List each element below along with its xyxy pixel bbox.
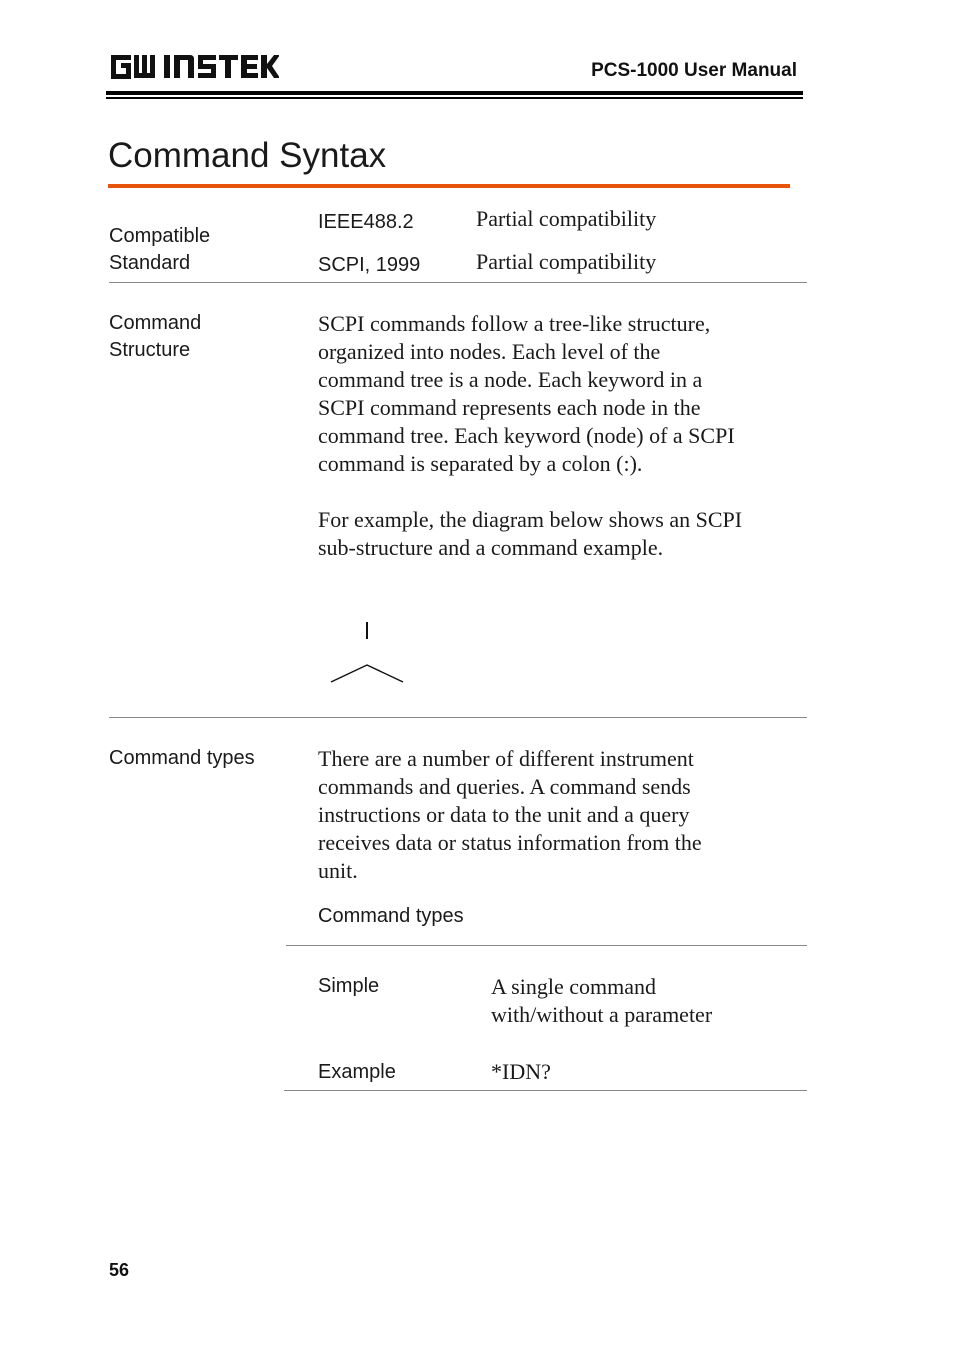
manual-title: PCS-1000 User Manual [591, 60, 797, 81]
text-line: unit. [318, 858, 358, 883]
compatible-standard-label [109, 223, 210, 277]
command-types-label: Command types [109, 747, 255, 769]
text-line: command tree. Each keyword (node) of a SCPI [318, 423, 735, 448]
standard-compatibility: Partial compatibility [476, 206, 657, 231]
text-line: instructions or data to the unit and a query [318, 802, 690, 827]
tree-branch-lines [331, 665, 403, 682]
example-label: Example [318, 1061, 396, 1083]
command-structure-example-paragraph [318, 506, 808, 562]
header-rule-thin [106, 97, 803, 99]
command-structure-label [109, 310, 201, 364]
text-line: For example, the diagram below shows an SCPI [318, 507, 743, 532]
standard-compatibility: Partial compatibility [476, 249, 657, 274]
label-line: Structure [109, 339, 191, 361]
gw-instek-logo [109, 52, 279, 82]
page-number: 56 [109, 1260, 130, 1280]
text-line: commands and queries. A command sends [318, 774, 691, 799]
label-line: Standard [109, 252, 191, 274]
text-line: with/without a parameter [491, 1002, 713, 1027]
text-line: SCPI commands follow a tree-like structure, [318, 311, 711, 336]
label-line: Command [109, 312, 202, 334]
text-line: There are a number of different instrument [318, 746, 694, 771]
text-line: command is separated by a colon (:). [318, 451, 643, 476]
divider [286, 945, 807, 946]
command-types-paragraph [318, 745, 808, 885]
label-line: Compatible [109, 225, 211, 247]
divider [109, 282, 807, 283]
standard-name: IEEE488.2 [318, 211, 414, 233]
command-structure-paragraph [318, 310, 808, 478]
text-line: receives data or status information from the [318, 830, 702, 855]
header-rule-thick [106, 91, 803, 95]
text-line: SCPI command represents each node in the [318, 395, 701, 420]
text-line: command tree is a node. Each keyword in a [318, 367, 703, 392]
heading-accent-bar [108, 184, 790, 188]
text-line: sub-structure and a command example. [318, 535, 664, 560]
command-types-subheading: Command types [318, 905, 464, 927]
text-line: organized into nodes. Each level of the [318, 339, 661, 364]
simple-description [491, 973, 712, 1029]
simple-label: Simple [318, 975, 380, 997]
text-line: A single command [491, 974, 656, 999]
example-value: *IDN? [491, 1059, 551, 1084]
standard-name: SCPI, 1999 [318, 254, 421, 276]
divider [109, 717, 807, 718]
divider [284, 1090, 807, 1091]
page-title: Command Syntax [108, 136, 387, 175]
scpi-tree-diagram [326, 615, 416, 695]
